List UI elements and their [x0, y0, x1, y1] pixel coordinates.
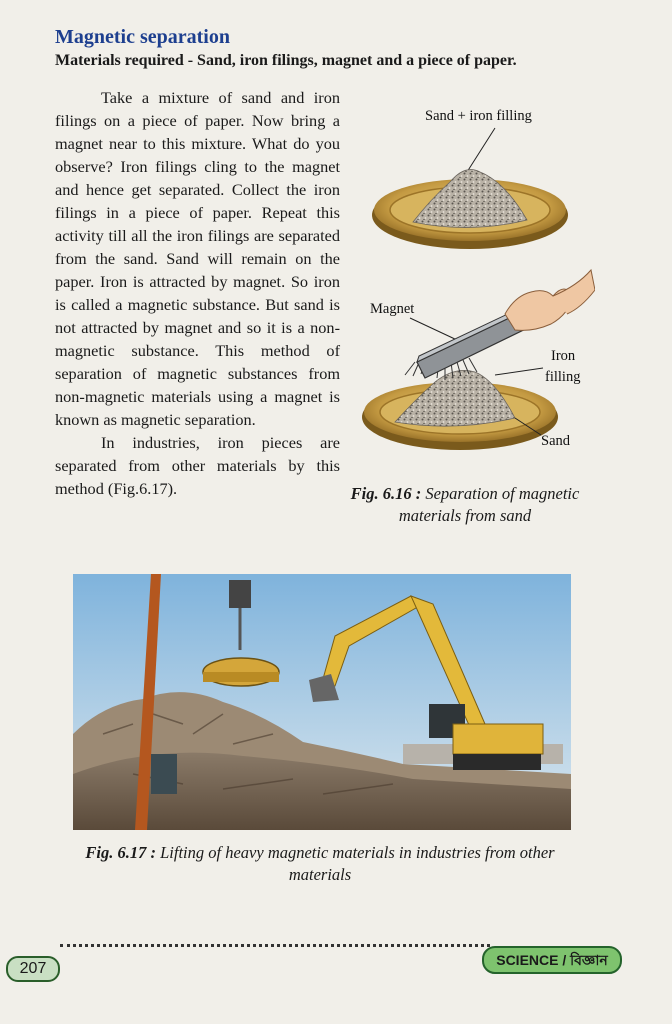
pointer-line-iron [495, 368, 543, 375]
hand-holding-magnet [505, 270, 595, 330]
label-iron: Iron [551, 348, 576, 364]
figure-6-16-number: Fig. 6.16 : [350, 484, 422, 503]
pointer-line-magnet [410, 318, 457, 340]
figure-6-17-caption [80, 842, 560, 886]
label-sand-iron: Sand + iron filling [425, 108, 532, 124]
materials-required: Materials required - Sand, iron filings, magnet and a piece of paper. [55, 52, 517, 69]
label-magnet: Magnet [370, 301, 415, 317]
section-title: Magnetic separation [55, 26, 230, 48]
paragraph-2: In industries, iron pieces are separated from other materials by this method (Fig.6.17). [55, 433, 340, 498]
figure-6-17-photo [73, 574, 571, 830]
figure-6-16-text: Separation of magnetic materials from sand [398, 484, 580, 525]
label-filling: filling [545, 369, 581, 385]
body-text [55, 86, 340, 500]
figure-6-16-caption [345, 483, 585, 527]
subject-badge: SCIENCE / বিজ্ঞান [482, 946, 622, 974]
dish-top [372, 170, 568, 249]
pointer-line-mixture [467, 128, 495, 172]
label-sand: Sand [541, 433, 570, 449]
figure-6-17-number: Fig. 6.17 : [85, 843, 156, 862]
figure-6-16-illustration [355, 100, 595, 460]
dish-bottom [362, 370, 558, 450]
page-number: 207 [6, 956, 60, 982]
footer-dotted-rule [60, 944, 490, 947]
paragraph-1: Take a mixture of sand and iron filings on a piece of paper. Now bring a magnet near to this mixture. What do you observe? Iron filings cling to the magnet and hence get separated. Collect the iron filings in a piece of paper. Repeat this activity till all the iron filings are separated from the sand. Sand will remain on the paper. Iron is attracted by magnet. So iron is called a magnetic substance. But sand is not attracted by magnet and so it is a non-magnetic substance. This method of separation of magnetic substances from non-magnetic materials using a magnet is known as magnetic separation. [55, 88, 340, 429]
figure-6-17-text: Lifting of heavy magnetic materials in industries from other materials [156, 843, 555, 884]
